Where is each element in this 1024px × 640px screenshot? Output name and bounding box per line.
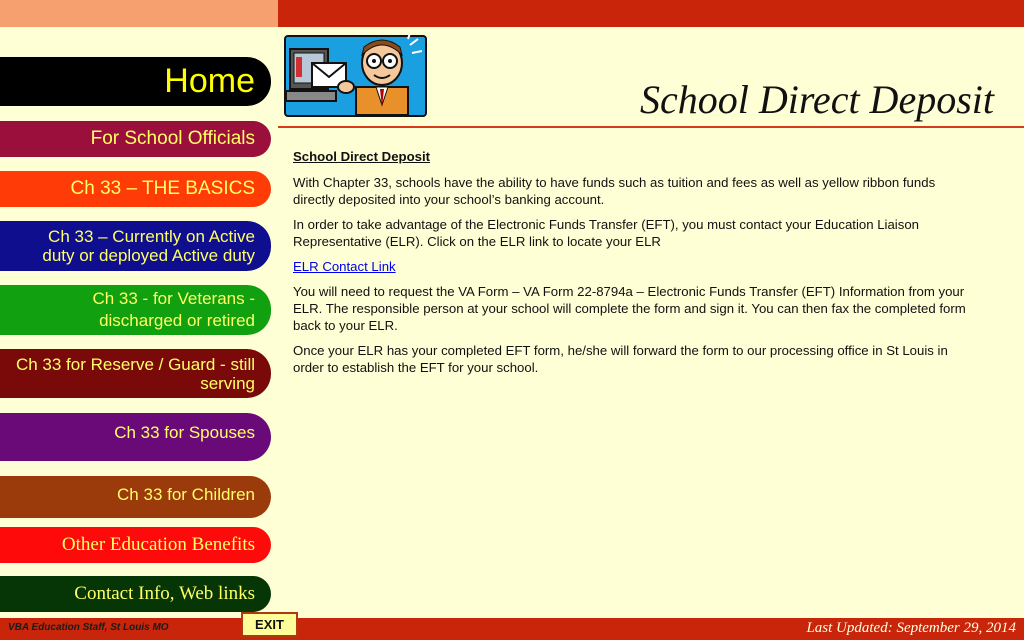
elr-contact-link[interactable]: ELR Contact Link (293, 259, 396, 274)
top-bar-right (278, 0, 1024, 27)
nav-school-officials-label: For School Officials (90, 128, 255, 149)
content-paragraph-3: You will need to request the VA Form – VA Form 22-8794a – Electronic Funds Transfer (EFT) Information from your ELR. The responsible person at your school will complete the form and sign it. You can then fax the completed form back to your ELR. (293, 284, 966, 333)
footer-staff-text: VBA Education Staff, St Louis MO (8, 622, 169, 633)
nav-other-benefits-button[interactable] (0, 527, 271, 563)
page-title: School Direct Deposit (639, 77, 994, 122)
nav-ch33-spouses-button[interactable] (0, 413, 271, 461)
nav-ch33-reserve-guard-label: Ch 33 for Reserve / Guard - still serving (15, 354, 255, 393)
nav-ch33-active-duty-label: Ch 33 – Currently on Active duty or deployed Active duty (42, 227, 255, 265)
nav-ch33-basics-label: Ch 33 – THE BASICS (70, 178, 255, 199)
main-content (293, 148, 973, 384)
content-paragraph-4: Once your ELR has your completed EFT form, he/she will forward the form to our processing office in St Louis in order to establish the EFT for your school. (293, 343, 948, 375)
nav-contact-info-button[interactable] (0, 576, 271, 612)
footer-bar (0, 618, 1024, 640)
nav-ch33-veterans-button[interactable] (0, 285, 271, 335)
nav-ch33-active-duty-button[interactable] (0, 221, 271, 271)
nav-ch33-basics-button[interactable] (0, 171, 271, 207)
nav-ch33-children-button[interactable] (0, 476, 271, 518)
nav-contact-info-label: Contact Info, Web links (74, 583, 255, 604)
nav-ch33-spouses-label: Ch 33 for Spouses (114, 423, 255, 442)
nav-ch33-reserve-guard-button[interactable] (0, 349, 271, 398)
footer-last-updated: Last Updated: September 29, 2014 (806, 620, 1016, 636)
top-bar-left (0, 0, 278, 27)
nav-home-label: Home (164, 62, 255, 100)
man-with-computer-mail-icon (284, 35, 427, 117)
nav-ch33-children-label: Ch 33 for Children (117, 485, 255, 504)
title-divider (278, 126, 1024, 128)
content-heading: School Direct Deposit (293, 149, 431, 164)
nav-home-button[interactable] (0, 57, 271, 106)
nav-school-officials-button[interactable] (0, 121, 271, 157)
nav-other-benefits-label: Other Education Benefits (61, 534, 255, 555)
content-paragraph-2: In order to take advantage of the Electronic Funds Transfer (EFT), you must contact your Education Liaison Representative (ELR). Click on the ELR link to locate your ELR (293, 217, 919, 249)
exit-button[interactable]: EXIT (241, 612, 298, 637)
nav-ch33-veterans-label: Ch 33 - for Veterans - discharged or retired (92, 289, 255, 330)
content-paragraph-1: With Chapter 33, schools have the ability to have funds such as tuition and fees as well as yellow ribbon funds directly deposited into your school’s banking account. (293, 175, 936, 207)
